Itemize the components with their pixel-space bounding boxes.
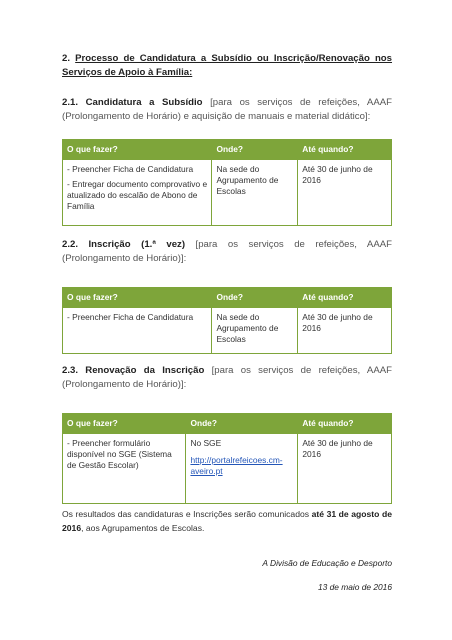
table-header-row — [63, 139, 392, 160]
cell-what: - Preencher formulário disponível no SGE (Sistema de Gestão Escolar) — [63, 434, 186, 504]
section-title — [62, 52, 392, 80]
subsection-inscricao-heading: 2.2. Inscrição (1.ª vez) — [62, 239, 186, 250]
header-when: Até quando? — [298, 139, 392, 160]
header-where: Onde? — [212, 139, 298, 160]
list-item: - Preencher Ficha de Candidatura — [67, 164, 194, 174]
subsection-subsidio-heading: 2.1. Candidatura a Subsídio — [62, 97, 203, 108]
subsection-renovacao-heading: 2.3. Renovação da Inscrição — [62, 365, 205, 376]
subsection-renovacao-text: [para os serviços de refeições, AAAF (Prolongamento de Horário)]: — [62, 365, 392, 390]
results-post: , aos Agrupamentos de Escolas. — [81, 523, 205, 533]
list-item: - Entregar documento comprovativo e atualizado do escalão de Abono de Família — [67, 179, 208, 211]
table-header-row — [63, 287, 392, 308]
table-row — [63, 308, 392, 354]
header-when: Até quando? — [298, 287, 392, 308]
table-renovacao — [62, 413, 392, 504]
header-when: Até quando? — [298, 413, 392, 434]
cell-where: Na sede do Agrupamento de Escolas — [212, 160, 298, 226]
subsection-inscricao-text: [para os serviços de refeições, AAAF (Prolongamento de Horário)]: — [62, 239, 392, 264]
portal-link[interactable]: http://portalrefeicoes.cm-aveiro.pt — [190, 455, 283, 476]
where-text: No SGE — [190, 438, 222, 448]
subsection-subsidio — [62, 96, 392, 124]
cell-when: Até 30 de junho de 2016 — [298, 434, 392, 504]
cell-when: Até 30 de junho de 2016 — [298, 160, 392, 226]
header-where: Onde? — [186, 413, 298, 434]
section-title-text: Processo de Candidatura a Subsídio ou Inscrição/Renovação nos Serviços de Apoio à Família: — [62, 53, 393, 78]
subsection-subsidio-text: [para os serviços de refeições, AAAF (Prolongamento de Horário) e aquisição de manuais e material didático]: — [62, 97, 392, 122]
results-paragraph — [62, 507, 392, 535]
cell-where: Na sede do Agrupamento de Escolas — [212, 308, 298, 354]
cell-when: Até 30 de junho de 2016 — [298, 308, 392, 354]
table-row — [63, 160, 392, 226]
table-row — [63, 434, 392, 504]
results-deadline: até 31 de agosto de 2016 — [62, 509, 392, 533]
header-where: Onde? — [212, 287, 298, 308]
subsection-renovacao — [62, 364, 392, 392]
table-header-row — [63, 413, 392, 434]
section-number: 2. — [62, 53, 71, 64]
cell-what — [63, 160, 212, 226]
header-what: O que fazer? — [63, 413, 186, 434]
cell-what: - Preencher Ficha de Candidatura — [63, 308, 212, 354]
table-inscricao — [62, 287, 392, 354]
header-what: O que fazer? — [63, 139, 212, 160]
signature-date: 13 de maio de 2016 — [317, 582, 392, 592]
table-subsidio — [62, 139, 392, 226]
signature: A Divisão de Educação e Desporto — [262, 558, 392, 568]
cell-where — [186, 434, 298, 504]
subsection-inscricao — [62, 238, 392, 266]
header-what: O que fazer? — [63, 287, 212, 308]
results-pre: Os resultados das candidaturas e Inscrições serão comunicados — [62, 509, 312, 519]
